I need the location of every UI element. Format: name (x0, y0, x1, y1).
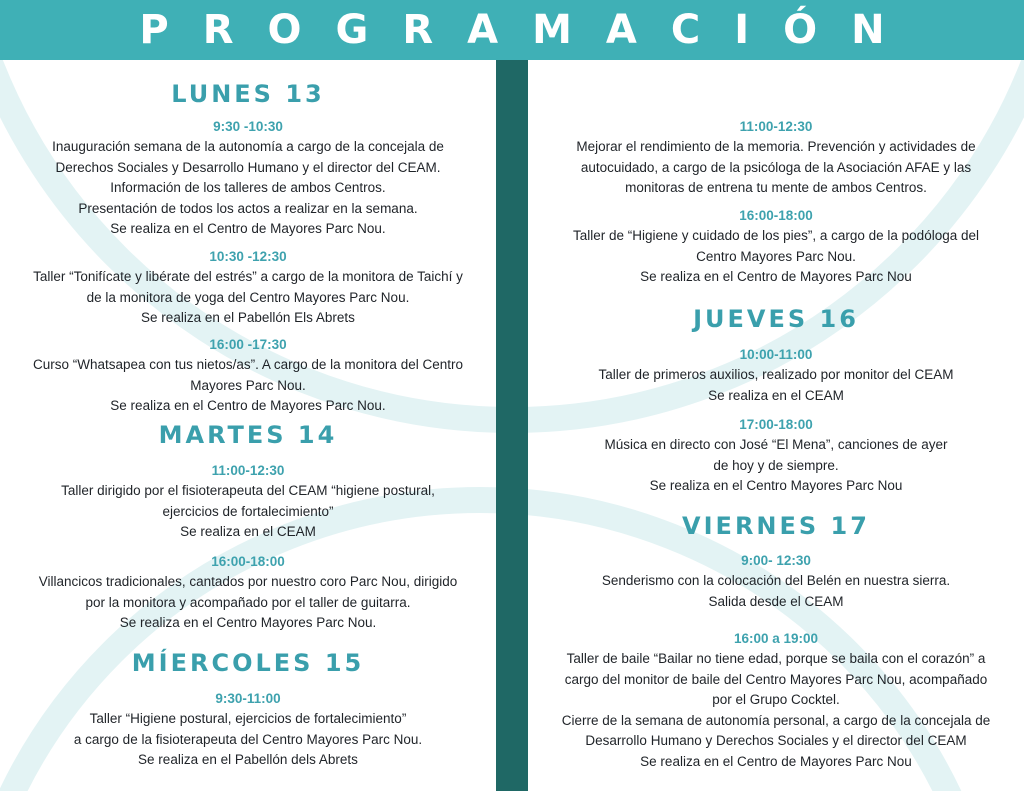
event-line: Se realiza en el Centro de Mayores Parc Nou (640, 269, 912, 284)
event-lunes-1 (0, 117, 496, 240)
event-line: cargo del monitor de baile del Centro Mayores Parc Nou, acompañado (564, 671, 988, 687)
event-viernes-2 (528, 629, 1024, 772)
event-martes-1 (0, 461, 496, 543)
event-time: 9:30-11:00 (215, 691, 281, 706)
event-line: Información de los talleres de ambos Centros. (110, 180, 386, 195)
column-divider (496, 60, 528, 791)
event-line: Centro Mayores Parc Nou. (696, 248, 856, 264)
event-line: Se realiza en el Centro de Mayores Parc Nou (640, 753, 912, 769)
event-line: Taller “Higiene postural, ejercicios de fortalecimiento” (89, 711, 407, 726)
event-line: Salida desde el CEAM (708, 593, 844, 609)
event-time: 16:00-18:00 (739, 208, 813, 223)
event-line: Cierre de la semana de autonomía personal, a cargo de la concejala de (561, 712, 991, 728)
day-heading-jueves: JUEVES 16 (693, 305, 859, 333)
event-line: Curso “Whatsapea con tus nietos/as”. A cargo de la monitora del Centro (33, 357, 463, 372)
event-time: 16:00 a 19:00 (733, 631, 819, 646)
event-jueves-2 (528, 415, 1024, 497)
day-heading-martes: MARTES 14 (158, 421, 338, 449)
day-heading-lunes: LUNES 13 (171, 80, 325, 108)
day-heading-viernes: VIERNES 17 (682, 512, 870, 540)
day-heading-miercoles: MÍERCOLES 15 (131, 649, 365, 677)
event-time: 16:00 -17:30 (209, 337, 287, 352)
event-miercoles-1 (0, 689, 496, 771)
event-line: Mayores Parc Nou. (190, 377, 306, 393)
event-line: Taller de “Higiene y cuidado de los pies”, a cargo de la podóloga del (572, 228, 979, 243)
event-lunes-2 (0, 247, 496, 329)
event-line: Inauguración semana de la autonomía a cargo de la concejala de (52, 139, 444, 154)
event-jueves-1 (528, 345, 1024, 406)
event-time: 17:00-18:00 (739, 417, 813, 432)
event-line: Se realiza en el Pabellón Els Abrets (141, 310, 355, 325)
event-line: Presentación de todos los actos a realizar en la semana. (78, 200, 418, 216)
event-line: monitoras de entrena tu mente de ambos Centros. (625, 180, 927, 195)
event-line: de hoy y de siempre. (713, 457, 839, 473)
event-line: Taller dirigido por el fisioterapeuta del CEAM “higiene postural, (61, 483, 435, 498)
event-time: 11:00-12:30 (211, 463, 285, 478)
page-title: PROGRAMACIÓN (139, 7, 919, 53)
event-time: 9:00- 12:30 (741, 553, 811, 568)
event-line: Se realiza en el CEAM (180, 524, 316, 539)
event-line: Música en directo con José “El Mena”, canciones de ayer (604, 437, 948, 452)
event-time: 9:30 -10:30 (213, 119, 283, 134)
event-viernes-1 (528, 551, 1024, 612)
event-line: Se realiza en el Centro de Mayores Parc Nou. (110, 221, 386, 236)
event-miercoles-2 (528, 117, 1024, 199)
event-line: Mejorar el rendimiento de la memoria. Prevención y actividades de (576, 139, 976, 154)
event-lunes-3 (0, 335, 496, 417)
event-line: Se realiza en el Centro de Mayores Parc Nou. (110, 398, 386, 413)
event-martes-2 (0, 552, 496, 634)
event-line: Se realiza en el CEAM (708, 387, 844, 403)
event-line: Taller de primeros auxilios, realizado por monitor del CEAM (598, 367, 954, 382)
header-banner (0, 0, 1024, 60)
event-line: Taller de baile “Bailar no tiene edad, porque se baila con el corazón” a (566, 651, 986, 666)
event-line: Derechos Sociales y Desarrollo Humano y el director del CEAM. (55, 159, 441, 175)
event-line: Desarrollo Humano y Derechos Sociales y el director del CEAM (585, 733, 967, 748)
event-line: Se realiza en el Centro Mayores Parc Nou. (119, 615, 377, 630)
event-line: Taller “Tonifícate y libérate del estrés” a cargo de la monitora de Taichí y (33, 269, 463, 284)
event-time: 11:00-12:30 (739, 119, 813, 134)
event-line: ejercicios de fortalecimiento” (162, 503, 334, 519)
event-time: 10:30 -12:30 (209, 249, 287, 264)
event-time: 16:00-18:00 (211, 554, 285, 569)
event-line: autocuidado, a cargo de la psicóloga de la Asociación AFAE y las (580, 159, 972, 175)
event-line: Se realiza en el Centro Mayores Parc Nou (649, 478, 903, 493)
event-line: por el Grupo Cocktel. (712, 692, 840, 707)
event-line: a cargo de la fisioterapeuta del Centro Mayores Parc Nou. (73, 731, 423, 747)
event-time: 10:00-11:00 (739, 347, 813, 362)
event-line: de la monitora de yoga del Centro Mayores Parc Nou. (86, 289, 410, 305)
event-line: por la monitora y acompañado por el taller de guitarra. (85, 594, 411, 610)
event-line: Senderismo con la colocación del Belén en nuestra sierra. (601, 573, 951, 588)
event-line: Villancicos tradicionales, cantados por nuestro coro Parc Nou, dirigido (38, 574, 458, 589)
event-miercoles-3 (528, 206, 1024, 288)
event-line: Se realiza en el Pabellón dels Abrets (138, 752, 358, 767)
